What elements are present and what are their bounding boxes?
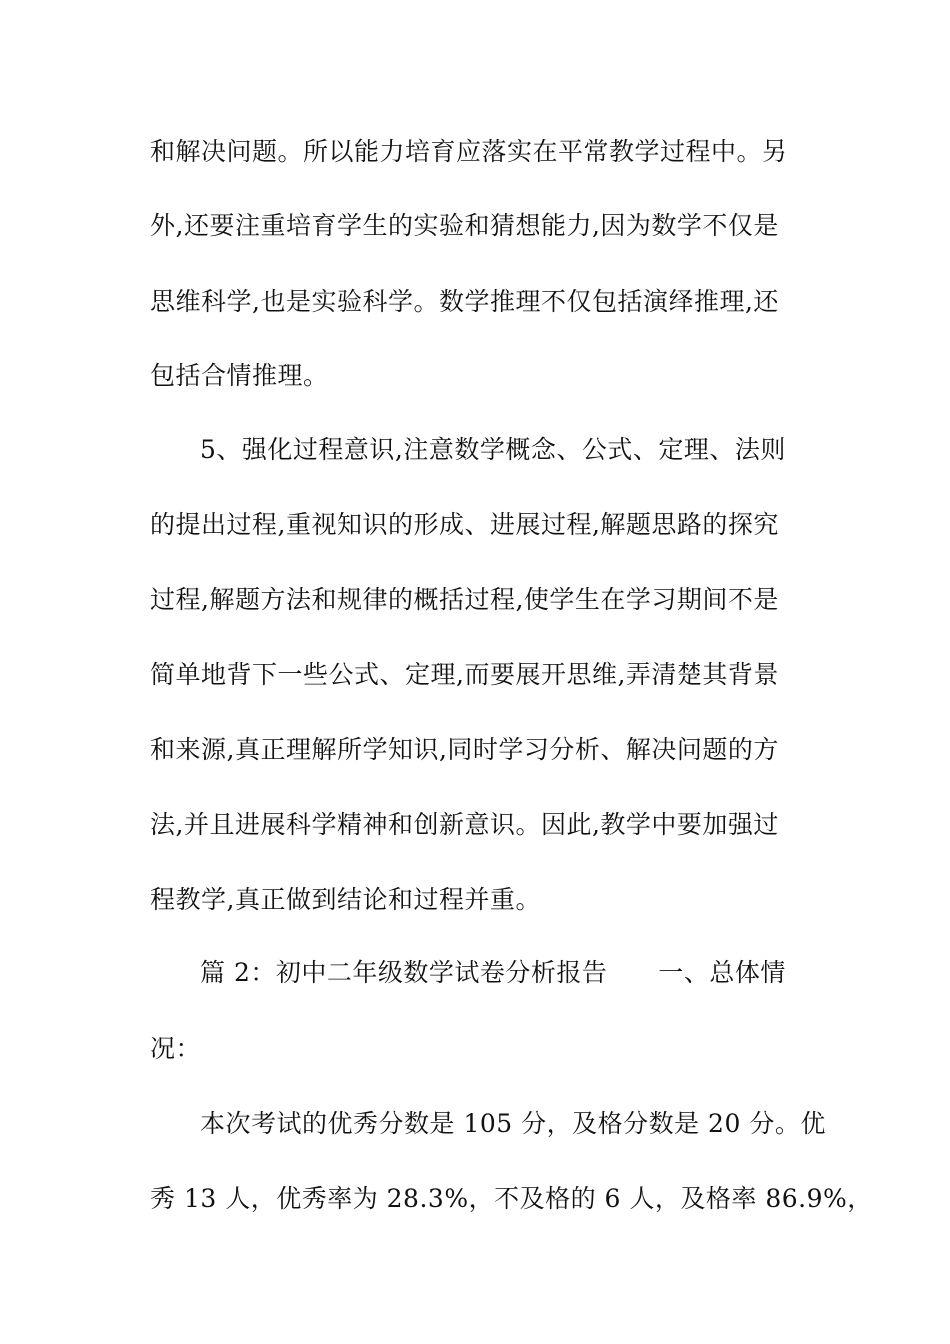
- section-heading-line: 篇 2：初中二年级数学试卷分析报告 一、总体情: [200, 958, 786, 987]
- text-line: 过程,解题方法和规律的概括过程,使学生在学习期间不是: [150, 585, 779, 614]
- text-line: 的提出过程,重视知识的形成、进展过程,解题思路的探究: [150, 510, 779, 539]
- text-line: 况：: [150, 1034, 202, 1063]
- text-line: 思维科学,也是实验科学。数学推理不仅包括演绎推理,还: [150, 287, 779, 316]
- paragraph-start-line: 本次考试的优秀分数是 105 分，及格分数是 20 分。优: [200, 1109, 826, 1138]
- text-line: 和来源,真正理解所学知识,同时学习分析、解决问题的方: [150, 735, 779, 764]
- text-line: 包括合情推理。: [150, 361, 329, 390]
- text-line: 法,并且进展科学精神和创新意识。因此,教学中要加强过: [150, 810, 779, 839]
- text-line: 程教学,真正做到结论和过程并重。: [150, 885, 541, 914]
- paragraph-start-line: 5、强化过程意识,注意数学概念、公式、定理、法则: [200, 435, 786, 464]
- text-line: 简单地背下一些公式、定理,而要展开思维,弄清楚其背景: [150, 660, 779, 689]
- text-line: 和解决问题。所以能力培育应落实在平常教学过程中。另: [150, 137, 788, 166]
- text-line: 外,还要注重培育学生的实验和猜想能力,因为数学不仅是: [150, 211, 779, 240]
- text-line: 秀 13 人，优秀率为 28.3%，不及格的 6 人，及格率 86.9%，: [150, 1184, 873, 1213]
